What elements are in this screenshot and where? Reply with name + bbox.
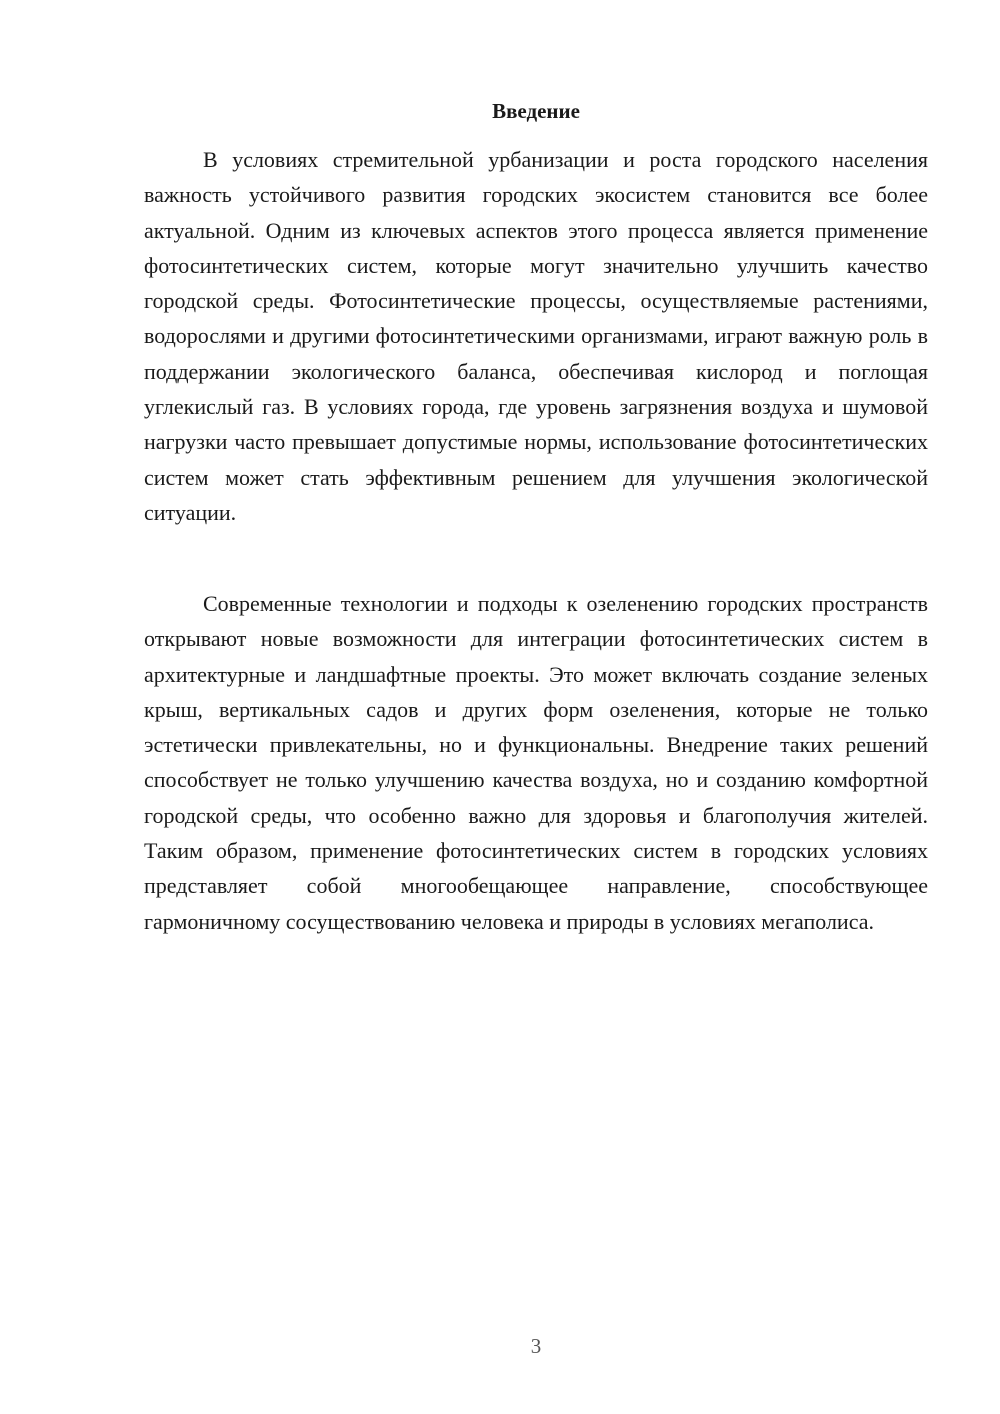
page-title: Введение	[492, 99, 580, 123]
paragraph-2: Современные технологии и подходы к озеленению городских пространств открывают новые возможности для интеграции фотосинтетических систем в архитектурные и ландшафтные проекты. Это может включать создание зеленых крыш, вертикальных садов и других форм озеленения, которые не только эстетически привлекательны, но и функциональны. Внедрение таких решений способствует не только улучшению качества воздуха, но и созданию комфортной городской среды, что особенно важно для здоровья и благополучия жителей. Таким образом, применение фотосинтетических систем в городских условиях представляет собой многообещающее направление, способствующее гармоничному сосуществованию человека и природы в условиях мегаполиса.	[144, 591, 928, 934]
paragraph-1: В условиях стремительной урбанизации и роста городского населения важность устойчивого развития городских экосистем становится все более актуальной. Одним из ключевых аспектов этого процесса является применение фотосинтетических систем, которые могут значительно улучшить качество городской среды. Фотосинтетические процессы, осуществляемые растениями, водорослями и другими фотосинтетическими организмами, играют важную роль в поддержании экологического баланса, обеспечивая кислород и поглощая углекислый газ. В условиях города, где уровень загрязнения воздуха и шумовой нагрузки часто превышает допустимые нормы, использование фотосинтетических систем может стать эффективным решением для улучшения экологической ситуации.	[144, 147, 928, 525]
page-number: 3	[530, 1334, 542, 1358]
